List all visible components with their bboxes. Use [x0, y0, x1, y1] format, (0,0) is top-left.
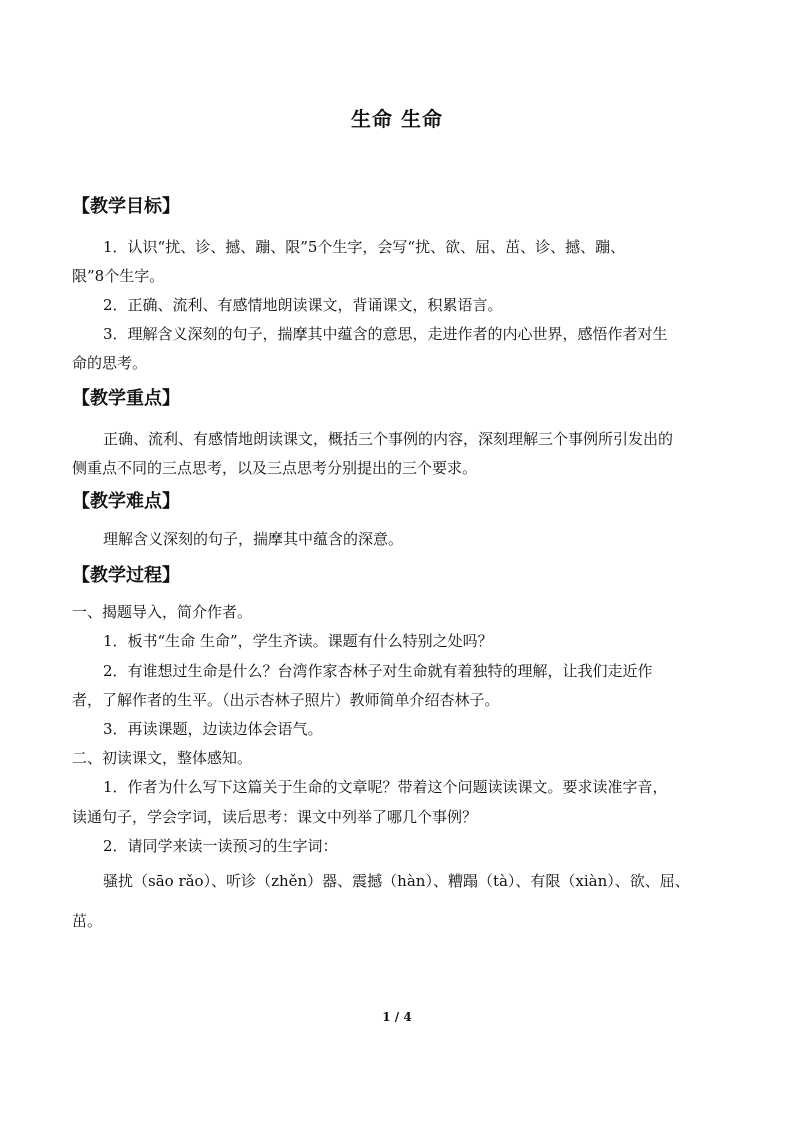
- paragraph-line: 1．作者为什么写下这篇关于生命的文章呢？带着这个问题读读课文。要求读准字音，: [103, 778, 668, 796]
- page-title: 生命 生命: [351, 107, 443, 131]
- page-number: 1 / 4: [382, 1010, 412, 1024]
- process-step-heading: 一、揭题导入，简介作者。: [72, 603, 253, 621]
- process-step-heading: 二、初读课文，整体感知。: [72, 749, 253, 767]
- paragraph-line: 侧重点不同的三点思考，以及三点思考分别提出的三个要求。: [72, 459, 478, 477]
- section-heading-objectives: 【教学目标】: [72, 196, 180, 217]
- paragraph-line: 读通句子，学会字词，读后思考：课文中列举了哪几个事例？: [72, 808, 478, 826]
- paragraph-line: 茁。: [72, 912, 103, 930]
- paragraph-line: 3．再读课题，边读边体会语气。: [103, 720, 323, 738]
- paragraph-line: 2．正确、流利、有感情地朗读课文，背诵课文，积累语言。: [103, 296, 503, 314]
- paragraph-line: 命的思考。: [72, 354, 148, 372]
- paragraph-line: 限”8个生字。: [72, 267, 165, 285]
- paragraph-line: 3．理解含义深刻的句子，揣摩其中蕴含的意思，走进作者的内心世界，感悟作者对生: [103, 325, 668, 343]
- paragraph-line: 骚扰（sāo rǎo）、听诊（zhěn）器、震撼（hàn）、糟蹋（tà）、有限（xiàn）、欲、屈、: [103, 872, 690, 890]
- paragraph-line: 理解含义深刻的句子，揣摩其中蕴含的深意。: [103, 530, 404, 548]
- section-heading-difficulties: 【教学难点】: [72, 491, 180, 512]
- paragraph-line: 1．认识“扰、诊、撼、蹦、限”5个生字，会写“扰、欲、屈、茁、诊、撼、蹦、: [103, 238, 626, 256]
- paragraph-line: 正确、流利、有感情地朗读课文，概括三个事例的内容，深刻理解三个事例所引发出的: [103, 430, 674, 448]
- section-heading-key-points: 【教学重点】: [72, 388, 180, 409]
- paragraph-line: 2．有谁想过生命是什么？台湾作家杏林子对生命就有着独特的理解，让我们走近作: [103, 662, 653, 680]
- paragraph-line: 2．请同学来读一读预习的生字词：: [103, 837, 338, 855]
- section-heading-process: 【教学过程】: [72, 565, 180, 586]
- paragraph-line: 1．板书“生命 生命”，学生齐读。课题有什么特别之处吗？: [103, 632, 493, 650]
- paragraph-line: 者，了解作者的生平。（出示杏林子照片）教师简单介绍杏林子。: [72, 691, 500, 709]
